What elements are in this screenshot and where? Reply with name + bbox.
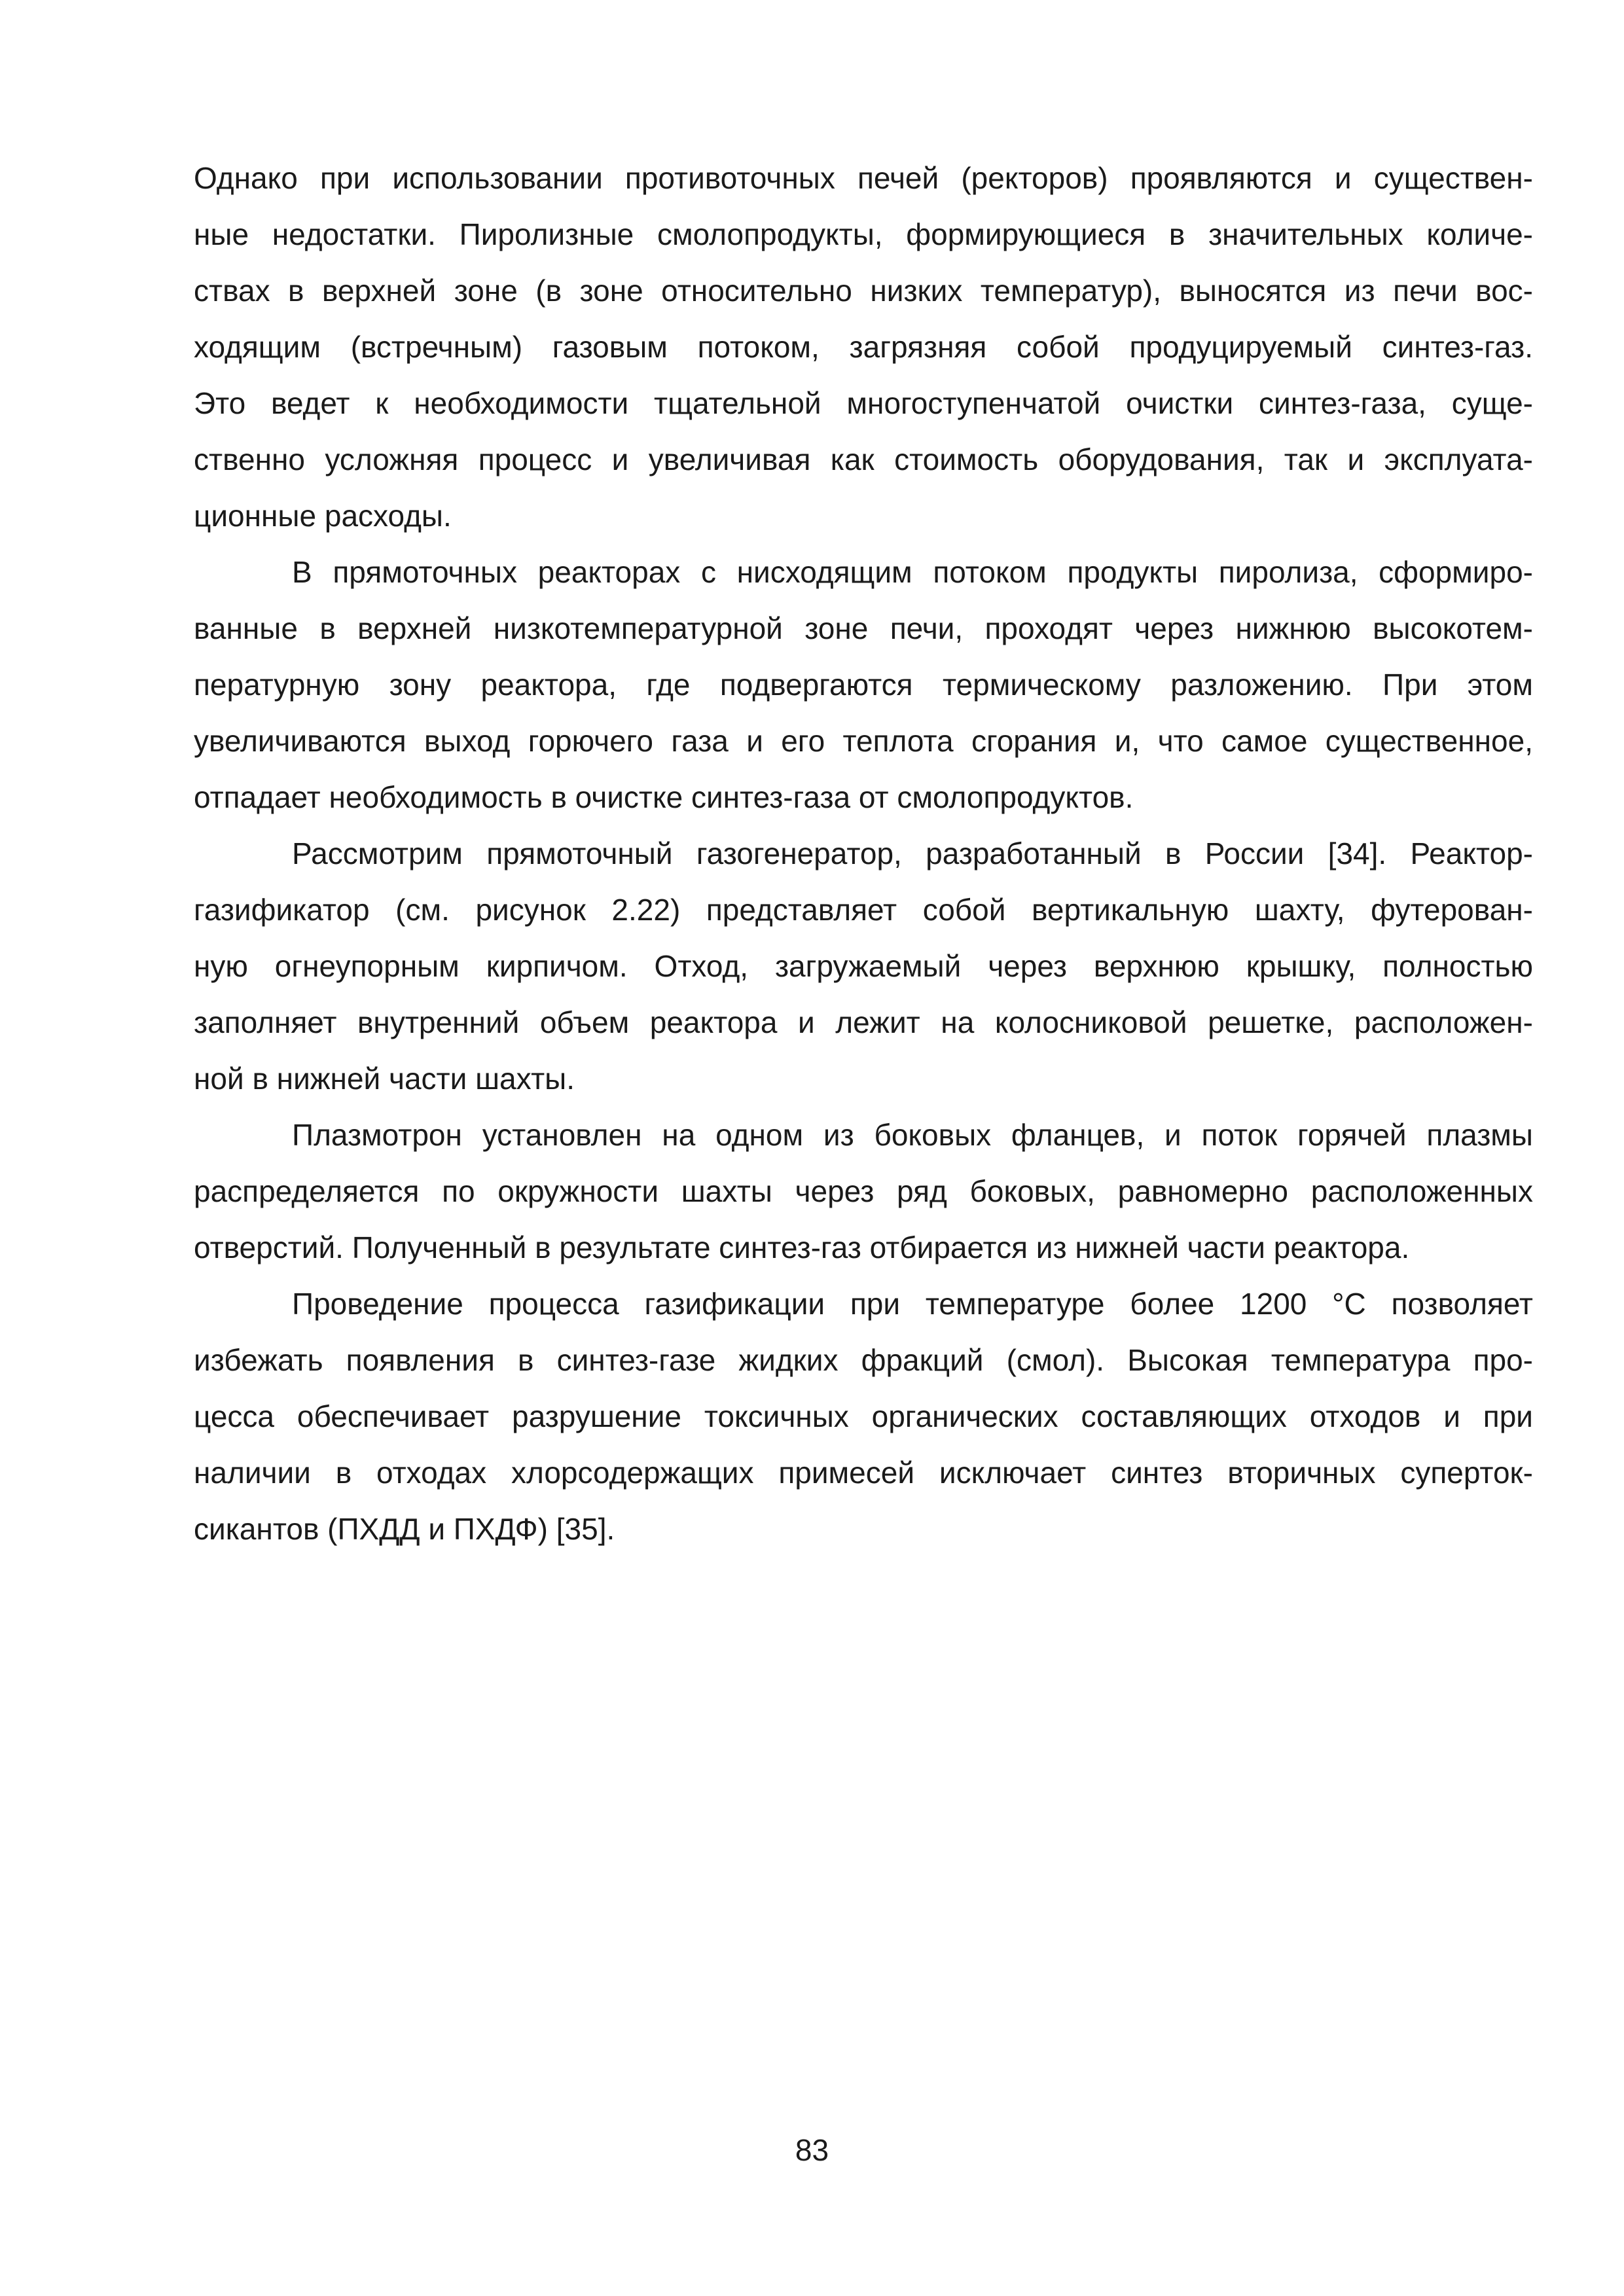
- text-line: распределяется по окружности шахты через ряд боковых, равномерно расположенных: [194, 1174, 1533, 1208]
- text-line: ходящим (встречным) газовым потоком, загрязняя собой продуцируемый синтез-газ.: [194, 330, 1533, 364]
- text-line: газификатор (см. рисунок 2.22) представляет собой вертикальную шахту, футерован-: [194, 893, 1533, 927]
- body-text: [194, 150, 1533, 1557]
- paragraph-3: [194, 825, 1533, 1107]
- text-line: заполняет внутренний объем реактора и лежит на колосниковой решетке, расположен-: [194, 1005, 1533, 1039]
- text-line: ционные расходы.: [194, 499, 452, 533]
- text-line: ствах в верхней зоне (в зоне относительно низких температур), выносятся из печи вос-: [194, 274, 1533, 308]
- paragraph-1: [194, 150, 1533, 544]
- text-line: Это ведет к необходимости тщательной многоступенчатой очистки синтез-газа, суще-: [194, 386, 1533, 420]
- text-line: В прямоточных реакторах с нисходящим потоком продукты пиролиза, сформиро-: [292, 555, 1533, 589]
- text-line: отверстий. Полученный в результате синтез-газ отбирается из нижней части реактора.: [194, 1230, 1410, 1265]
- text-line: цесса обеспечивает разрушение токсичных органических составляющих отходов и при: [194, 1399, 1533, 1433]
- text-line: Проведение процесса газификации при температуре более 1200 °С позволяет: [292, 1287, 1533, 1321]
- paragraph-5: [194, 1276, 1533, 1557]
- page-number: 83: [795, 2133, 829, 2167]
- text-line: ванные в верхней низкотемпературной зоне печи, проходят через нижнюю высокотем-: [194, 611, 1533, 645]
- text-line: наличии в отходах хлорсодержащих примесей исключает синтез вторичных суперток-: [194, 1456, 1533, 1490]
- text-line: Рассмотрим прямоточный газогенератор, разработанный в России [34]. Реактор-: [292, 836, 1533, 870]
- text-line: ной в нижней части шахты.: [194, 1062, 575, 1096]
- text-line: ные недостатки. Пиролизные смолопродукты, формирующиеся в значительных количе-: [194, 217, 1533, 251]
- text-line: Однако при использовании противоточных печей (ректоров) проявляются и существен-: [194, 161, 1533, 195]
- text-line: сикантов (ПХДД и ПХДФ) [35].: [194, 1512, 615, 1546]
- text-line: Плазмотрон установлен на одном из боковых фланцев, и поток горячей плазмы: [292, 1118, 1533, 1152]
- text-line: ственно усложняя процесс и увеличивая как стоимость оборудования, так и эксплуата-: [194, 442, 1533, 476]
- text-line: пературную зону реактора, где подвергаются термическому разложению. При этом: [194, 668, 1533, 702]
- text-line: отпадает необходимость в очистке синтез-газа от смолопродуктов.: [194, 780, 1134, 814]
- text-line: избежать появления в синтез-газе жидких фракций (смол). Высокая температура про-: [194, 1343, 1533, 1377]
- text-line: увеличиваются выход горючего газа и его теплота сгорания и, что самое существенное,: [194, 724, 1533, 758]
- text-line: ную огнеупорным кирпичом. Отход, загружаемый через верхнюю крышку, полностью: [194, 949, 1533, 983]
- paragraph-2: [194, 544, 1533, 825]
- paragraph-4: [194, 1107, 1533, 1276]
